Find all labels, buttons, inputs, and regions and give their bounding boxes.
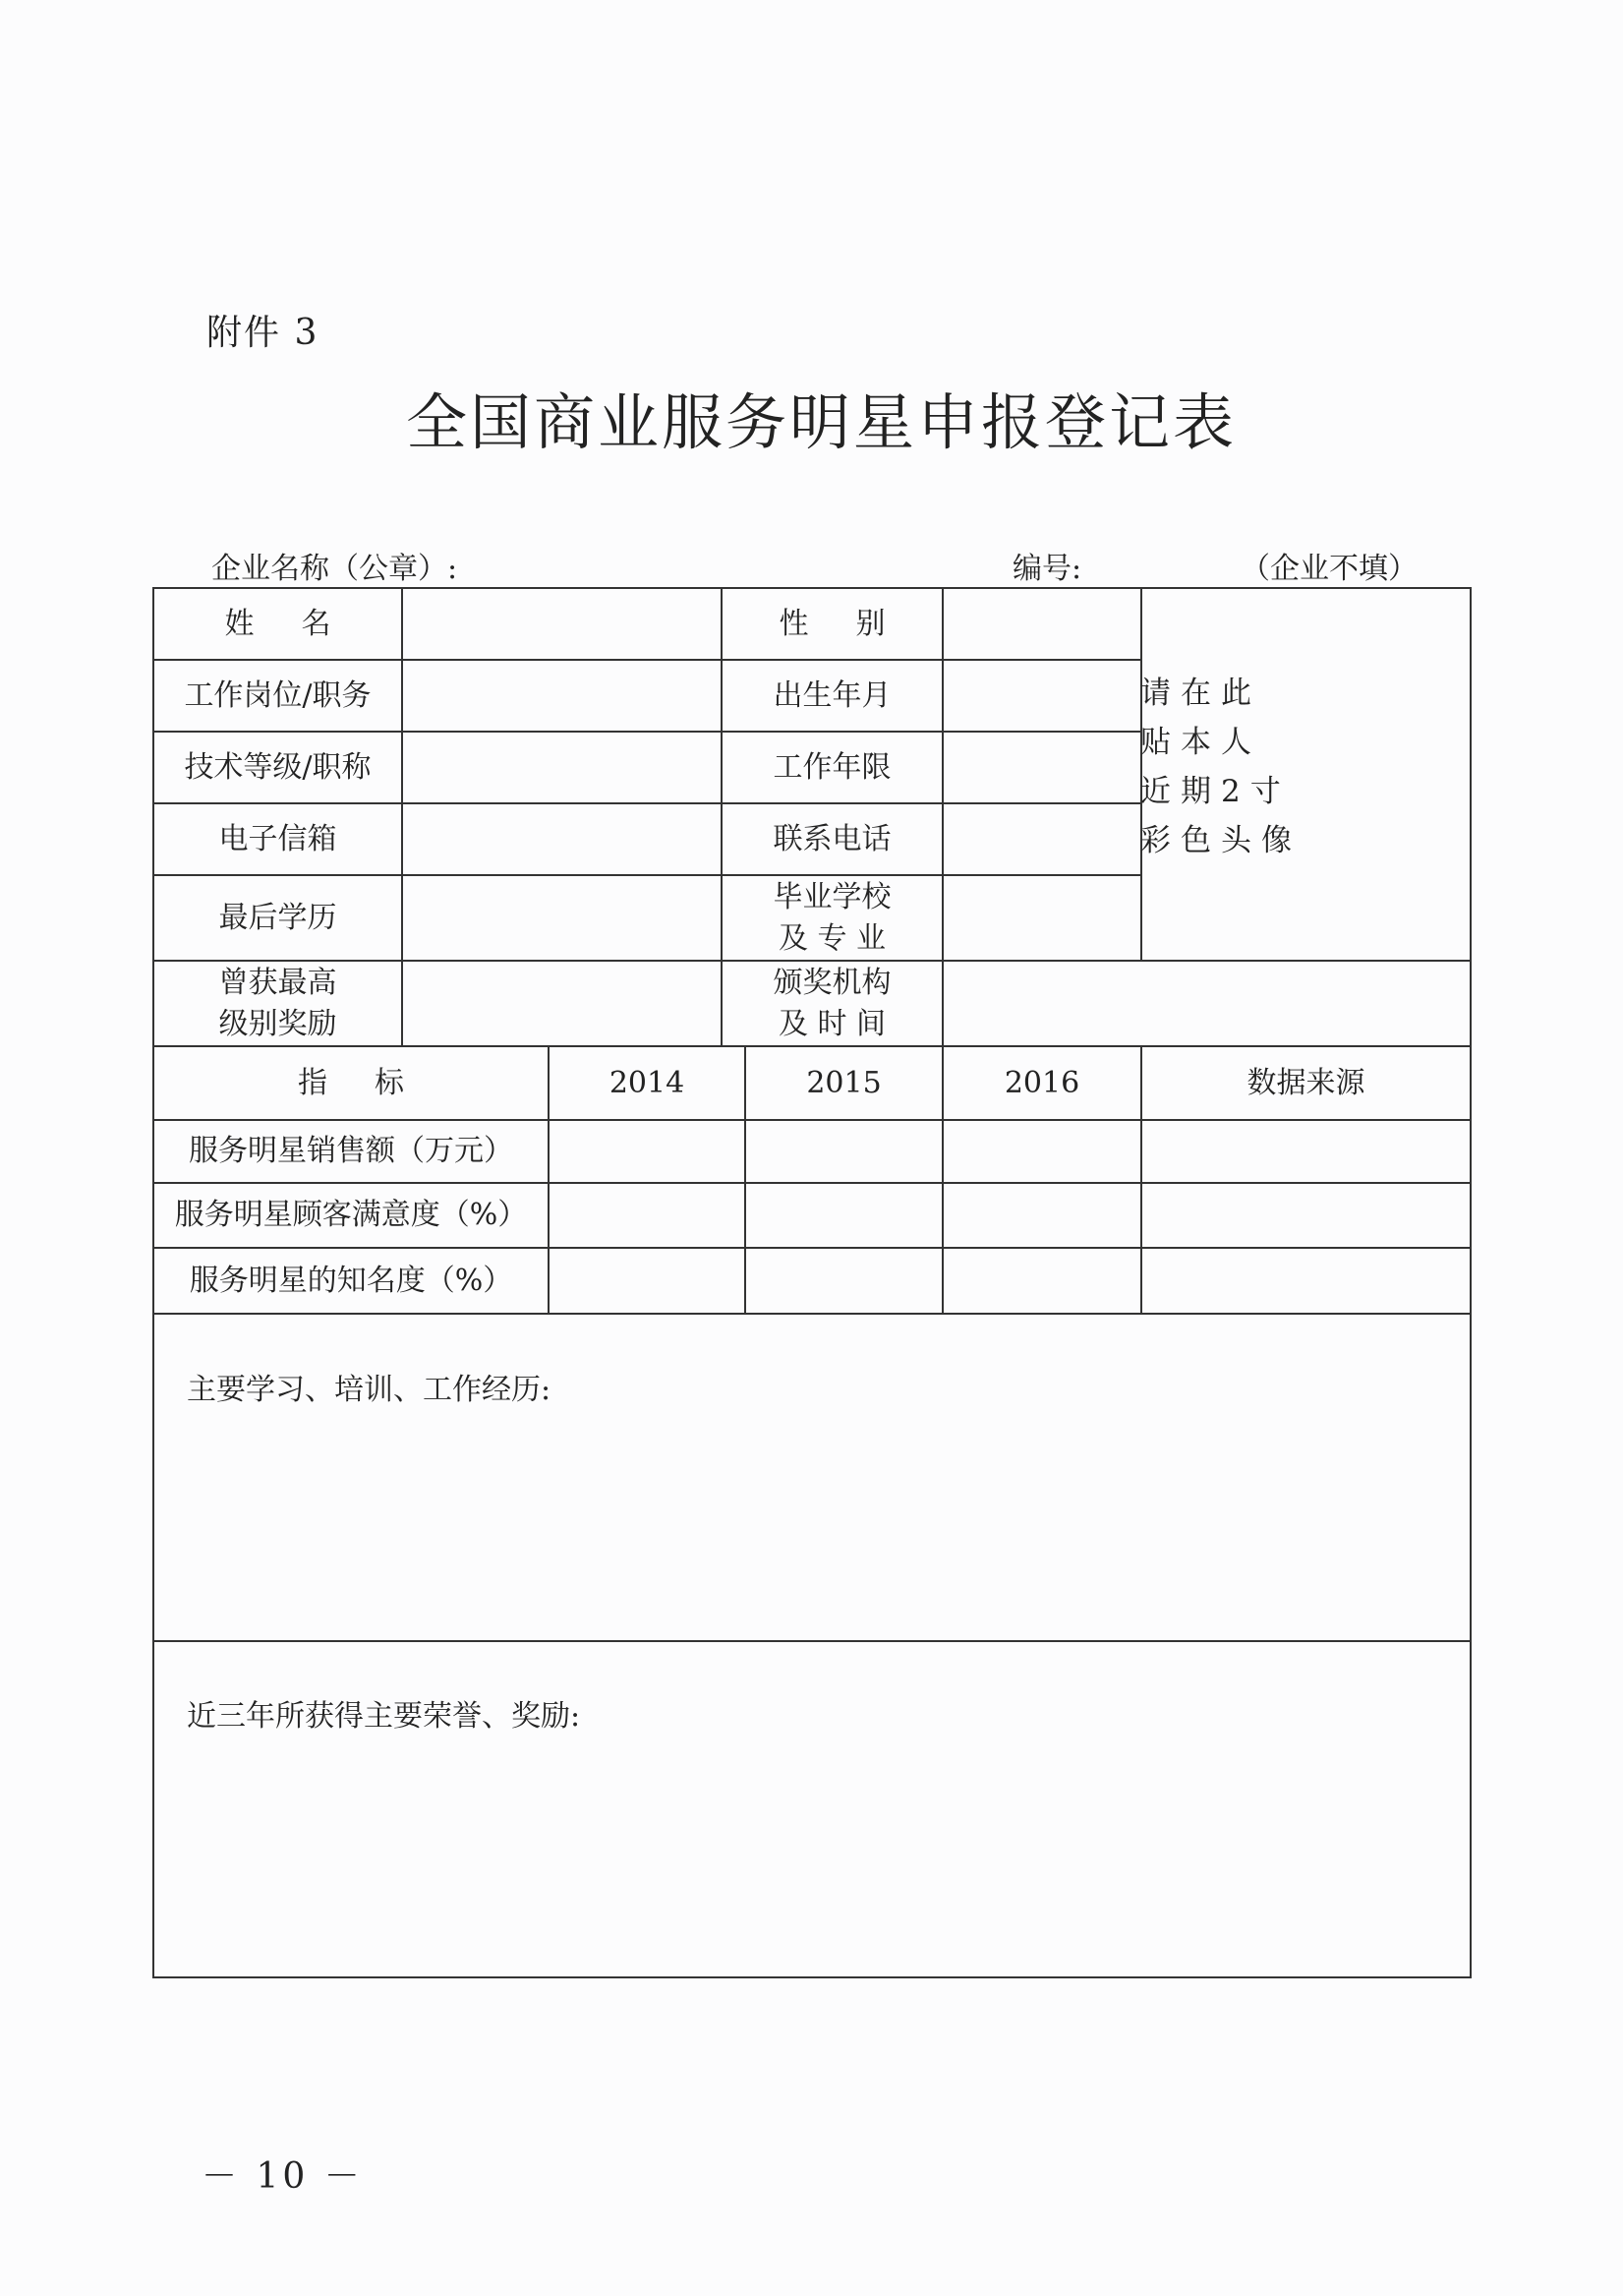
experience-label: 主要学习、培训、工作经历: bbox=[187, 1373, 551, 1407]
agency-label-line2: 及 时 间 bbox=[778, 1006, 887, 1041]
metric-row-satisfaction: 服务明星顾客满意度（%） bbox=[174, 1198, 528, 1232]
tech-level-label: 技术等级/职称 bbox=[184, 749, 372, 785]
school-label-line2: 及 专 业 bbox=[778, 920, 887, 956]
gender-label: 性别 bbox=[779, 606, 933, 641]
school-label-line1: 毕业学校 bbox=[773, 879, 892, 914]
birth-label: 出生年月 bbox=[773, 677, 892, 713]
tech-level-field[interactable] bbox=[403, 733, 721, 802]
email-field[interactable] bbox=[403, 804, 721, 874]
photo-line-2: 贴本人 bbox=[1140, 725, 1261, 760]
year-2016-header: 2016 bbox=[1004, 1065, 1080, 1100]
name-field[interactable] bbox=[403, 589, 721, 659]
photo-line-4: 彩色头像 bbox=[1140, 823, 1302, 858]
year-2014-header: 2014 bbox=[609, 1065, 685, 1100]
agency-field[interactable] bbox=[944, 962, 1470, 1045]
photo-placeholder bbox=[1140, 669, 1435, 865]
award-field[interactable] bbox=[403, 962, 721, 1045]
photo-line-3: 近期2寸 bbox=[1140, 774, 1291, 809]
gender-field[interactable] bbox=[944, 589, 1140, 659]
metric-header: 指标 bbox=[298, 1065, 451, 1100]
award-label-line2: 级别奖励 bbox=[218, 1006, 337, 1041]
metric-row-sales: 服务明星销售额（万元） bbox=[189, 1134, 513, 1168]
year-2015-header: 2015 bbox=[806, 1065, 882, 1100]
phone-field[interactable] bbox=[944, 804, 1140, 874]
metric-row-awareness: 服务明星的知名度（%） bbox=[189, 1263, 513, 1298]
data-source-header: 数据来源 bbox=[1246, 1065, 1365, 1100]
email-label: 电子信箱 bbox=[218, 821, 337, 856]
honors-label: 近三年所获得主要荣誉、奖励: bbox=[187, 1699, 581, 1734]
work-years-field[interactable] bbox=[944, 733, 1140, 802]
education-field[interactable] bbox=[403, 876, 721, 960]
agency-label bbox=[723, 962, 942, 1045]
photo-line-1: 请在此 bbox=[1140, 676, 1261, 711]
form-title: 全国商业服务明星申报登记表 bbox=[405, 386, 1237, 458]
school-major-field[interactable] bbox=[944, 876, 1140, 960]
award-label bbox=[154, 962, 401, 1045]
serial-label: 编号: bbox=[1013, 552, 1082, 586]
company-name-label: 企业名称（公章）: bbox=[211, 552, 458, 586]
serial-note: （企业不填） bbox=[1241, 552, 1418, 586]
name-label: 姓名 bbox=[224, 606, 378, 641]
phone-label: 联系电话 bbox=[773, 821, 892, 856]
award-label-line1: 曾获最高 bbox=[218, 965, 337, 1000]
school-major-label bbox=[723, 876, 942, 960]
agency-label-line1: 颁奖机构 bbox=[773, 965, 892, 1000]
position-field[interactable] bbox=[403, 661, 721, 731]
work-years-label: 工作年限 bbox=[773, 749, 892, 785]
birth-field[interactable] bbox=[944, 661, 1140, 731]
page-number: － 10 － bbox=[202, 2156, 364, 2197]
position-label: 工作岗位/职务 bbox=[184, 677, 372, 713]
attachment-label: 附件 3 bbox=[206, 313, 319, 353]
education-label: 最后学历 bbox=[218, 900, 337, 935]
